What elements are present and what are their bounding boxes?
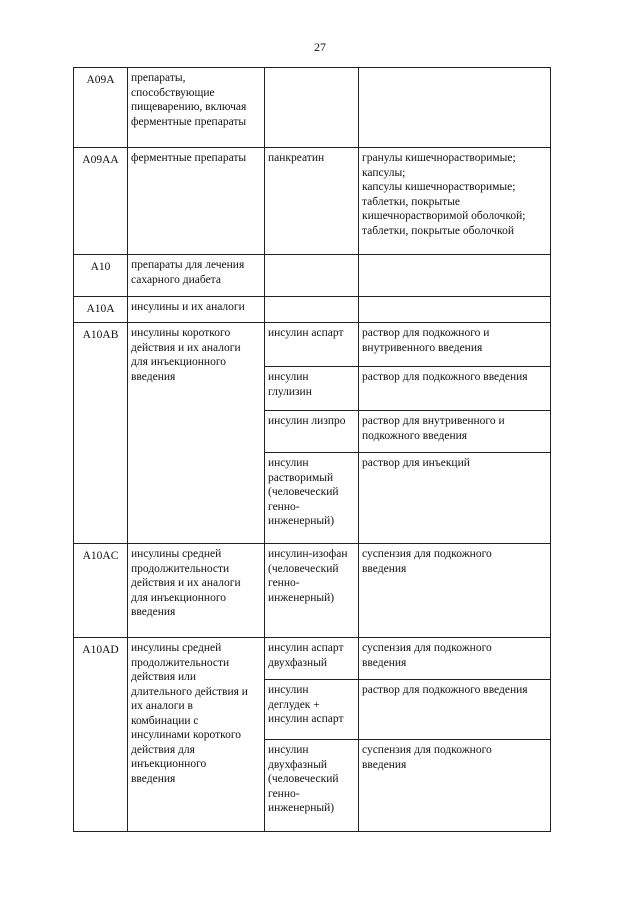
dosage-form: раствор для внутривенного и подкожного введения	[359, 411, 551, 453]
group-name: препараты, способствующие пищеварению, включая ферментные препараты	[128, 68, 265, 148]
table-row	[74, 323, 551, 367]
group-name: препараты для лечения сахарного диабета	[128, 255, 265, 297]
group-name: инсулины средней продолжительности действия и их аналоги для инъекционного введения	[128, 544, 265, 638]
dosage-form	[359, 297, 551, 323]
atc-code: A10	[74, 255, 128, 297]
drug-name: инсулин растворимый (человеческий генно- инженерный)	[265, 453, 359, 544]
dosage-form	[359, 255, 551, 297]
drug-name: инсулин двухфазный (человеческий генно- инженерный)	[265, 740, 359, 832]
table-row	[74, 297, 551, 323]
drug-name: инсулин лизпро	[265, 411, 359, 453]
dosage-form: суспензия для подкожного введения	[359, 638, 551, 680]
table-row	[74, 544, 551, 638]
dosage-form: раствор для подкожного введения	[359, 367, 551, 411]
drug-name: инсулин аспарт двухфазный	[265, 638, 359, 680]
dosage-form: раствор для подкожного введения	[359, 680, 551, 740]
atc-code: A09A	[74, 68, 128, 148]
table-row	[74, 68, 551, 148]
drug-name: панкреатин	[265, 148, 359, 255]
page-number: 27	[314, 40, 326, 54]
group-name: инсулины средней продолжительности действия или длительного действия и их аналоги в комбинации с инсулинами короткого действия для инъекционного введения	[128, 638, 265, 832]
table-row	[74, 638, 551, 680]
group-name: инсулины и их аналоги	[128, 297, 265, 323]
dosage-form: суспензия для подкожного введения	[359, 544, 551, 638]
table-row	[74, 255, 551, 297]
drug-name: инсулин деглудек + инсулин аспарт	[265, 680, 359, 740]
atc-code: A10AC	[74, 544, 128, 638]
atc-code: A09AA	[74, 148, 128, 255]
dosage-form: гранулы кишечнорастворимые; капсулы; капсулы кишечнорастворимые; таблетки, покрытые кишечнорастворимой оболочкой; таблетки, покрытые оболочкой	[359, 148, 551, 255]
drug-name	[265, 255, 359, 297]
drug-name	[265, 68, 359, 148]
atc-code: A10AD	[74, 638, 128, 832]
dosage-form: раствор для инъекций	[359, 453, 551, 544]
atc-code: A10A	[74, 297, 128, 323]
atc-code: A10AB	[74, 323, 128, 544]
dosage-form	[359, 68, 551, 148]
dosage-form: раствор для подкожного и внутривенного введения	[359, 323, 551, 367]
group-name: инсулины короткого действия и их аналоги для инъекционного введения	[128, 323, 265, 544]
group-name: ферментные препараты	[128, 148, 265, 255]
drug-name: инсулин аспарт	[265, 323, 359, 367]
dosage-form: суспензия для подкожного введения	[359, 740, 551, 832]
drug-name: инсулин-изофан (человеческий генно- инженерный)	[265, 544, 359, 638]
table-row	[74, 148, 551, 255]
drug-table	[73, 67, 551, 832]
drug-name: инсулин глулизин	[265, 367, 359, 411]
drug-name	[265, 297, 359, 323]
